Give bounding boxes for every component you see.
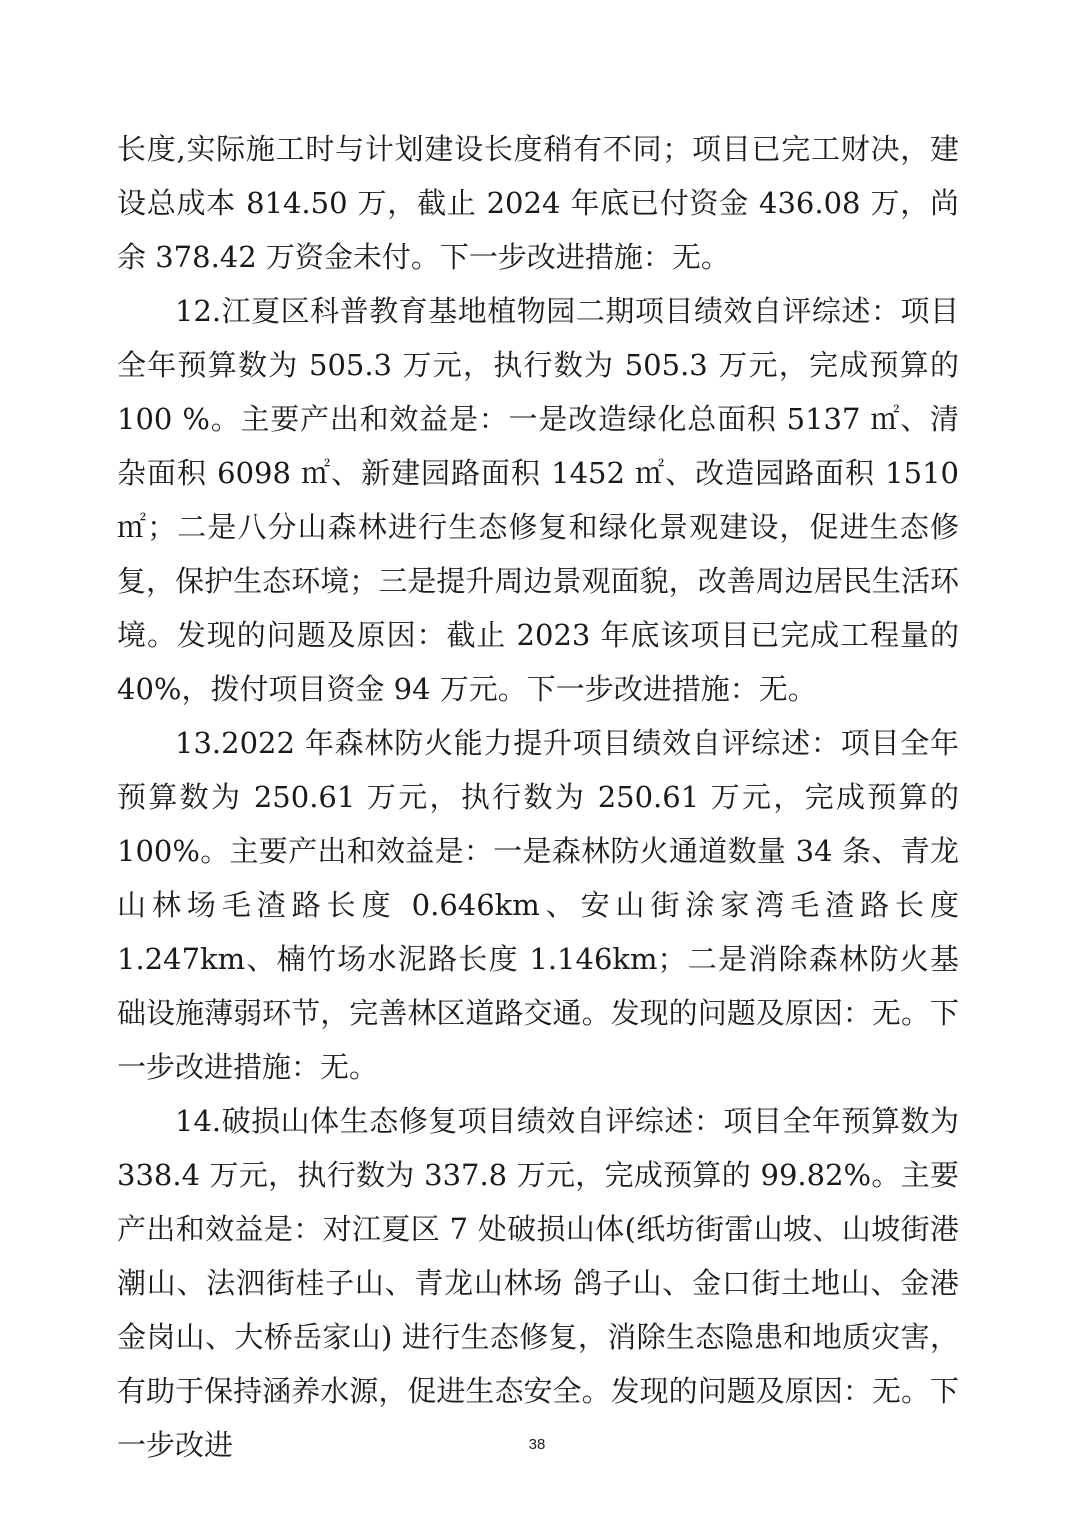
paragraph-item-14: 14.破损山体生态修复项目绩效自评综述：项目全年预算数为 338.4 万元，执行数为 337.8 万元，完成预算的 99.82%。主要产出和效益是：对江夏区 7 处破损山体(纸坊街雷山坡、山坡街港潮山、法泗街桂子山、青龙山林场 鸽子山、金口街土地山、金港金岗山、大桥岳家山) 进行生态修复，消除生态隐患和地质灾害，有助于保持涵养水源，促进生态安全。发现的问题及原因：无。下一步改进 (117, 1104, 959, 1462)
page-number: 38 (528, 1436, 546, 1453)
paragraph-item-12: 12.江夏区科普教育基地植物园二期项目绩效自评综述：项目全年预算数为 505.3 万元，执行数为 505.3 万元，完成预算的 100 %。主要产出和效益是：一是改造绿化总面积 5137 ㎡、清杂面积 6098 ㎡、新建园路面积 1452 ㎡、改造园路面积 1510 ㎡；二是八分山森林进行生态修复和绿化景观建设，促进生态修复，保护生态环境；三是提升周边景观面貌，改善周边居民生活环境。发现的问题及原因：截止 2023 年底该项目已完成工程量的 40%，拨付项目资金 94 万元。下一步改进措施：无。 (117, 294, 959, 706)
paragraph-item-13: 13.2022 年森林防火能力提升项目绩效自评综述：项目全年预算数为 250.61 万元，执行数为 250.61 万元，完成预算的 100%。主要产出和效益是：一是森林防火通道数量 34 条、青龙山林场毛渣路长度 0.646km、安山街涂家湾毛渣路长度 1.247km、楠竹场水泥路长度 1.146km；二是消除森林防火基础设施薄弱环节，完善林区道路交通。发现的问题及原因：无。下一步改进措施：无。 (117, 726, 959, 1084)
body-text (117, 122, 959, 1472)
paragraph-continuation: 长度,实际施工时与计划建设长度稍有不同；项目已完工财决，建设总成本 814.50 万，截止 2024 年底已付资金 436.08 万，尚余 378.42 万资金未付。下一步改进措施：无。 (117, 132, 959, 274)
